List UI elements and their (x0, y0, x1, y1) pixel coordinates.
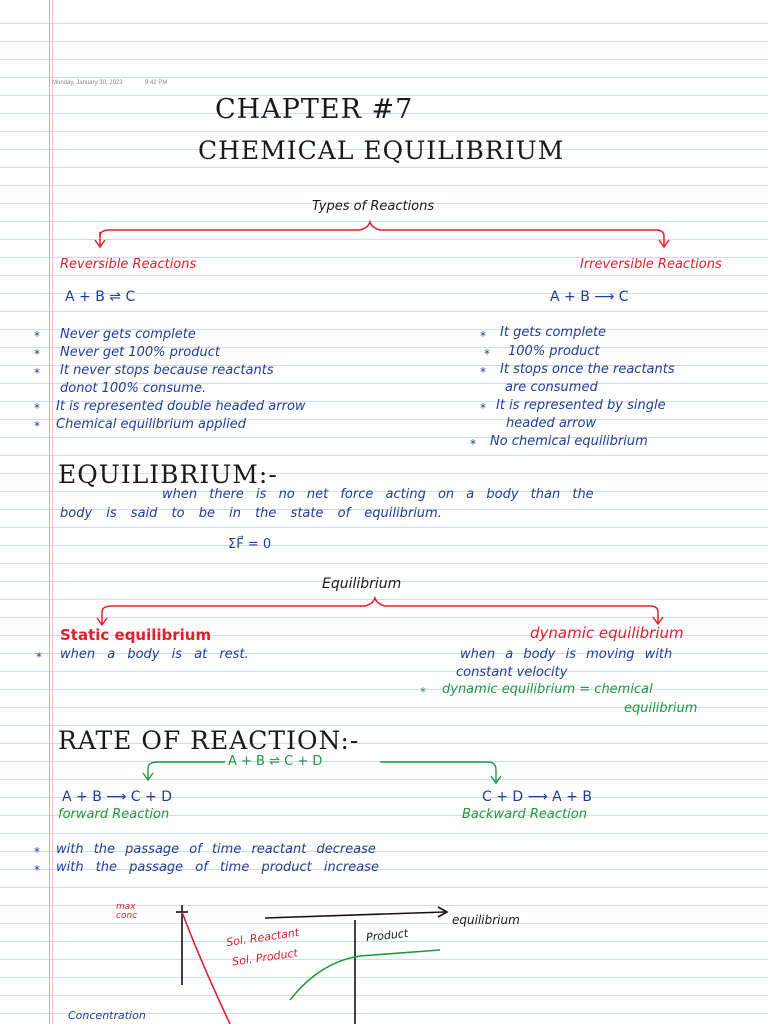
irreversible-point: It is represented by single (496, 398, 666, 413)
dynamic-equilibrium-label: dynamic equilibrium (530, 624, 684, 642)
bullet-star: * (34, 329, 40, 343)
bullet-star: * (484, 347, 490, 361)
rate-heading: RATE OF REACTION:- (58, 726, 360, 755)
chapter-title: CHAPTER #7 (215, 94, 414, 125)
bullet-star: * (34, 401, 40, 415)
irreversible-label: Irreversible Reactions (580, 257, 722, 272)
irreversible-point: It gets complete (500, 325, 607, 340)
reversible-point: donot 100% consume. (60, 381, 207, 396)
irreversible-point: are consumed (505, 380, 598, 395)
equilibrium-definition-line1: when there is no net force acting on a body than the (162, 487, 594, 502)
backward-reaction-label: Backward Reaction (462, 807, 587, 822)
irreversible-equation: A + B ⟶ C (550, 289, 629, 305)
bullet-star: * (420, 685, 426, 699)
graph-max-conc: max conc (116, 902, 138, 921)
note-time: 9:42 PM (145, 80, 168, 86)
bullet-star: * (470, 437, 476, 451)
dynamic-equilibrium-note: equilibrium (624, 701, 698, 716)
dynamic-equilibrium-desc: when a body is moving with (460, 647, 673, 662)
bullet-star: * (34, 863, 40, 877)
note-date: Monday, January 30, 2023 (52, 80, 123, 86)
bullet-star: * (480, 365, 486, 379)
bullet-star: * (480, 329, 486, 343)
equilibrium-heading: EQUILIBRIUM:- (58, 460, 278, 489)
graph-reactant-label: Sol. Reactant (225, 925, 300, 950)
irreversible-point: No chemical equilibrium (490, 434, 648, 449)
reversible-point: Never get 100% product (60, 345, 220, 360)
reversible-point: Chemical equilibrium applied (56, 417, 246, 432)
equilibrium-subheading: Equilibrium (322, 576, 402, 592)
forward-reaction-label: forward Reaction (58, 807, 170, 822)
graph-product: Product (365, 926, 409, 945)
backward-equation: C + D ⟶ A + B (482, 789, 592, 805)
reversible-equation: A + B ⇌ C (65, 289, 136, 305)
bullet-star: * (34, 366, 40, 380)
graph-equilibrium: equilibrium (452, 913, 520, 927)
graph-y-axis-label: Concentration (68, 1009, 146, 1022)
graph-product-label: Sol. Product (231, 946, 299, 969)
irreversible-point: headed arrow (506, 416, 597, 431)
chapter-subtitle: CHEMICAL EQUILIBRIUM (198, 136, 565, 165)
reversible-label: Reversible Reactions (60, 257, 197, 272)
rate-point: with the passage of time reactant decrease (56, 842, 376, 857)
bullet-star: * (480, 401, 486, 415)
reversible-point: It is represented double headed arrow (56, 399, 306, 414)
bullet-star: * (36, 650, 42, 664)
bullet-star: * (34, 347, 40, 361)
dynamic-equilibrium-note: dynamic equilibrium = chemical (442, 682, 653, 697)
irreversible-point: 100% product (508, 344, 600, 359)
rate-center-equation: A + B ⇌ C + D (228, 754, 323, 769)
equilibrium-definition-line2: body is said to be in the state of equilibrium. (60, 506, 442, 521)
bullet-star: * (34, 419, 40, 433)
irreversible-point: It stops once the reactants (500, 362, 675, 377)
static-equilibrium-desc: when a body is at rest. (60, 647, 249, 662)
dynamic-equilibrium-desc: constant velocity (456, 665, 568, 680)
bullet-star: * (34, 845, 40, 859)
rate-point: with the passage of time product increase (56, 860, 379, 875)
static-equilibrium-label: Static equilibrium (60, 626, 212, 644)
reversible-point: It never stops because reactants (60, 363, 274, 378)
reversible-point: Never gets complete (60, 327, 196, 342)
types-heading: Types of Reactions (312, 199, 435, 214)
net-force-formula: ΣF⃗ = 0 (228, 537, 272, 552)
forward-equation: A + B ⟶ C + D (62, 789, 172, 805)
